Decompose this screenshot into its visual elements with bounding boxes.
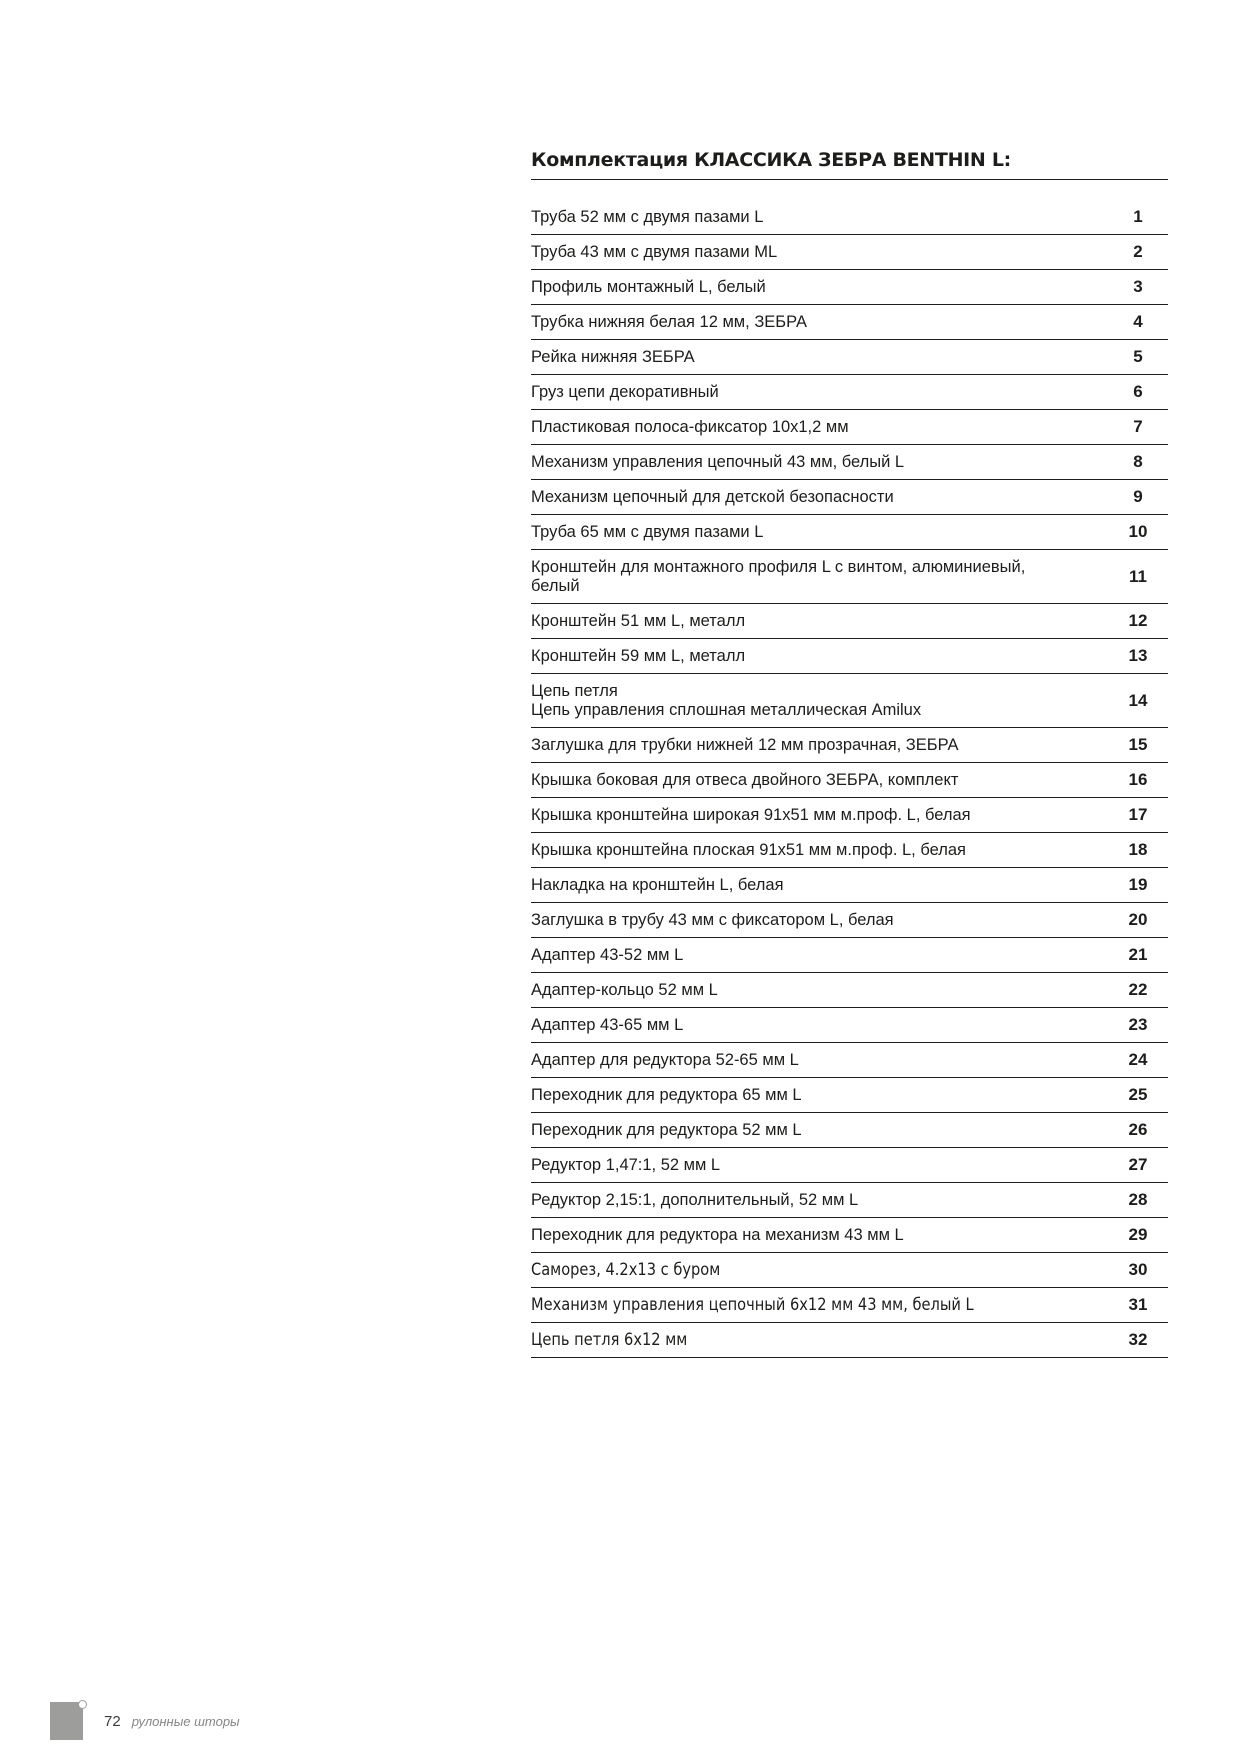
table-row <box>531 868 1168 903</box>
part-name: Заглушка в трубу 43 мм с фиксатором L, белая <box>531 910 894 929</box>
part-name: Редуктор 2,15:1, дополнительный, 52 мм L <box>531 1190 859 1209</box>
part-name: Адаптер 43-65 мм L <box>531 1015 684 1034</box>
table-row <box>531 375 1168 410</box>
table-row <box>531 305 1168 340</box>
part-number: 31 <box>1107 1288 1168 1322</box>
part-number: 28 <box>1107 1183 1168 1217</box>
table-row <box>531 604 1168 639</box>
table-row <box>531 445 1168 480</box>
part-name: Трубка нижняя белая 12 мм, ЗЕБРА <box>531 312 808 331</box>
part-number: 32 <box>1107 1323 1168 1357</box>
part-number: 7 <box>1107 410 1168 444</box>
table-row <box>531 903 1168 938</box>
part-name: Заглушка для трубки нижней 12 мм прозрачная, ЗЕБРА <box>531 735 959 754</box>
table-row <box>531 798 1168 833</box>
part-name: Крышка кронштейна плоская 91х51 мм м.проф. L, белая <box>531 840 966 859</box>
part-number: 14 <box>1107 674 1168 727</box>
table-row <box>531 1253 1168 1288</box>
table-row <box>531 1148 1168 1183</box>
part-number: 17 <box>1107 798 1168 832</box>
table-row <box>531 200 1168 235</box>
part-name: Труба 43 мм с двумя пазами ML <box>531 242 778 261</box>
part-name: Цепь петля Цепь управления сплошная металлическая Amilux <box>531 681 922 719</box>
part-name: Пластиковая полоса-фиксатор 10х1,2 мм <box>531 417 849 436</box>
part-number: 1 <box>1107 200 1168 234</box>
table-row <box>531 639 1168 674</box>
table-row <box>531 515 1168 550</box>
table-row <box>531 410 1168 445</box>
table-row <box>531 270 1168 305</box>
part-name: Профиль монтажный L, белый <box>531 277 766 296</box>
part-number: 8 <box>1107 445 1168 479</box>
table-row <box>531 1113 1168 1148</box>
table-row <box>531 1288 1168 1323</box>
part-number: 19 <box>1107 868 1168 902</box>
part-number: 9 <box>1107 480 1168 514</box>
part-name: Труба 52 мм с двумя пазами L <box>531 207 764 226</box>
part-name: Саморез, 4.2х13 с буром <box>531 1259 721 1280</box>
part-name: Кронштейн 59 мм L, металл <box>531 646 746 665</box>
table-row <box>531 973 1168 1008</box>
table-row <box>531 1323 1168 1358</box>
part-number: 20 <box>1107 903 1168 937</box>
part-number: 10 <box>1107 515 1168 549</box>
part-number: 3 <box>1107 270 1168 304</box>
part-name: Крышка кронштейна широкая 91х51 мм м.проф. L, белая <box>531 805 971 824</box>
part-number: 23 <box>1107 1008 1168 1042</box>
part-name: Труба 65 мм с двумя пазами L <box>531 522 764 541</box>
part-number: 15 <box>1107 728 1168 762</box>
part-number: 22 <box>1107 973 1168 1007</box>
part-name: Кронштейн для монтажного профиля L с винтом, алюминиевый, белый <box>531 557 1026 595</box>
table-row <box>531 1008 1168 1043</box>
part-number: 13 <box>1107 639 1168 673</box>
table-row <box>531 833 1168 868</box>
table-row <box>531 480 1168 515</box>
table-row <box>531 1183 1168 1218</box>
table-row <box>531 340 1168 375</box>
table-row <box>531 1043 1168 1078</box>
part-name: Адаптер 43-52 мм L <box>531 945 684 964</box>
part-name: Механизм цепочный для детской безопасности <box>531 487 894 506</box>
part-name: Механизм управления цепочный 6х12 мм 43 мм, белый L <box>531 1294 974 1315</box>
page-number: 72 <box>104 1712 121 1730</box>
page-title: Комплектация КЛАССИКА ЗЕБРА BENTHIN L: <box>531 146 1168 180</box>
part-name: Переходник для редуктора на механизм 43 мм L <box>531 1225 904 1244</box>
table-row <box>531 674 1168 728</box>
part-name: Редуктор 1,47:1, 52 мм L <box>531 1155 721 1174</box>
table-row <box>531 938 1168 973</box>
table-row <box>531 235 1168 270</box>
table-row <box>531 728 1168 763</box>
page-tab-marker <box>50 1702 83 1740</box>
part-number: 4 <box>1107 305 1168 339</box>
table-row <box>531 1078 1168 1113</box>
part-name: Накладка на кронштейн L, белая <box>531 875 784 894</box>
table-row <box>531 550 1168 604</box>
part-number: 2 <box>1107 235 1168 269</box>
part-number: 5 <box>1107 340 1168 374</box>
part-name: Кронштейн 51 мм L, металл <box>531 611 746 630</box>
part-name: Механизм управления цепочный 43 мм, белый L <box>531 452 905 471</box>
part-number: 16 <box>1107 763 1168 797</box>
part-number: 6 <box>1107 375 1168 409</box>
table-row <box>531 1218 1168 1253</box>
part-number: 21 <box>1107 938 1168 972</box>
part-name: Крышка боковая для отвеса двойного ЗЕБРА, комплект <box>531 770 959 789</box>
part-number: 11 <box>1107 550 1168 603</box>
part-number: 30 <box>1107 1253 1168 1287</box>
part-name: Адаптер-кольцо 52 мм L <box>531 980 718 999</box>
part-name: Переходник для редуктора 65 мм L <box>531 1085 802 1104</box>
part-number: 24 <box>1107 1043 1168 1077</box>
part-number: 25 <box>1107 1078 1168 1112</box>
spacer <box>531 180 1168 200</box>
page-footer <box>50 1702 240 1740</box>
part-name: Переходник для редуктора 52 мм L <box>531 1120 802 1139</box>
parts-table <box>531 200 1168 1358</box>
part-name: Цепь петля 6х12 мм <box>531 1329 688 1350</box>
part-number: 29 <box>1107 1218 1168 1252</box>
table-row <box>531 763 1168 798</box>
section-name: рулонные шторы <box>131 1713 240 1729</box>
part-number: 26 <box>1107 1113 1168 1147</box>
part-name: Груз цепи декоративный <box>531 382 719 401</box>
part-number: 12 <box>1107 604 1168 638</box>
parts-list <box>531 146 1168 1358</box>
part-number: 27 <box>1107 1148 1168 1182</box>
part-name: Адаптер для редуктора 52-65 мм L <box>531 1050 799 1069</box>
part-name: Рейка нижняя ЗЕБРА <box>531 347 695 366</box>
part-number: 18 <box>1107 833 1168 867</box>
